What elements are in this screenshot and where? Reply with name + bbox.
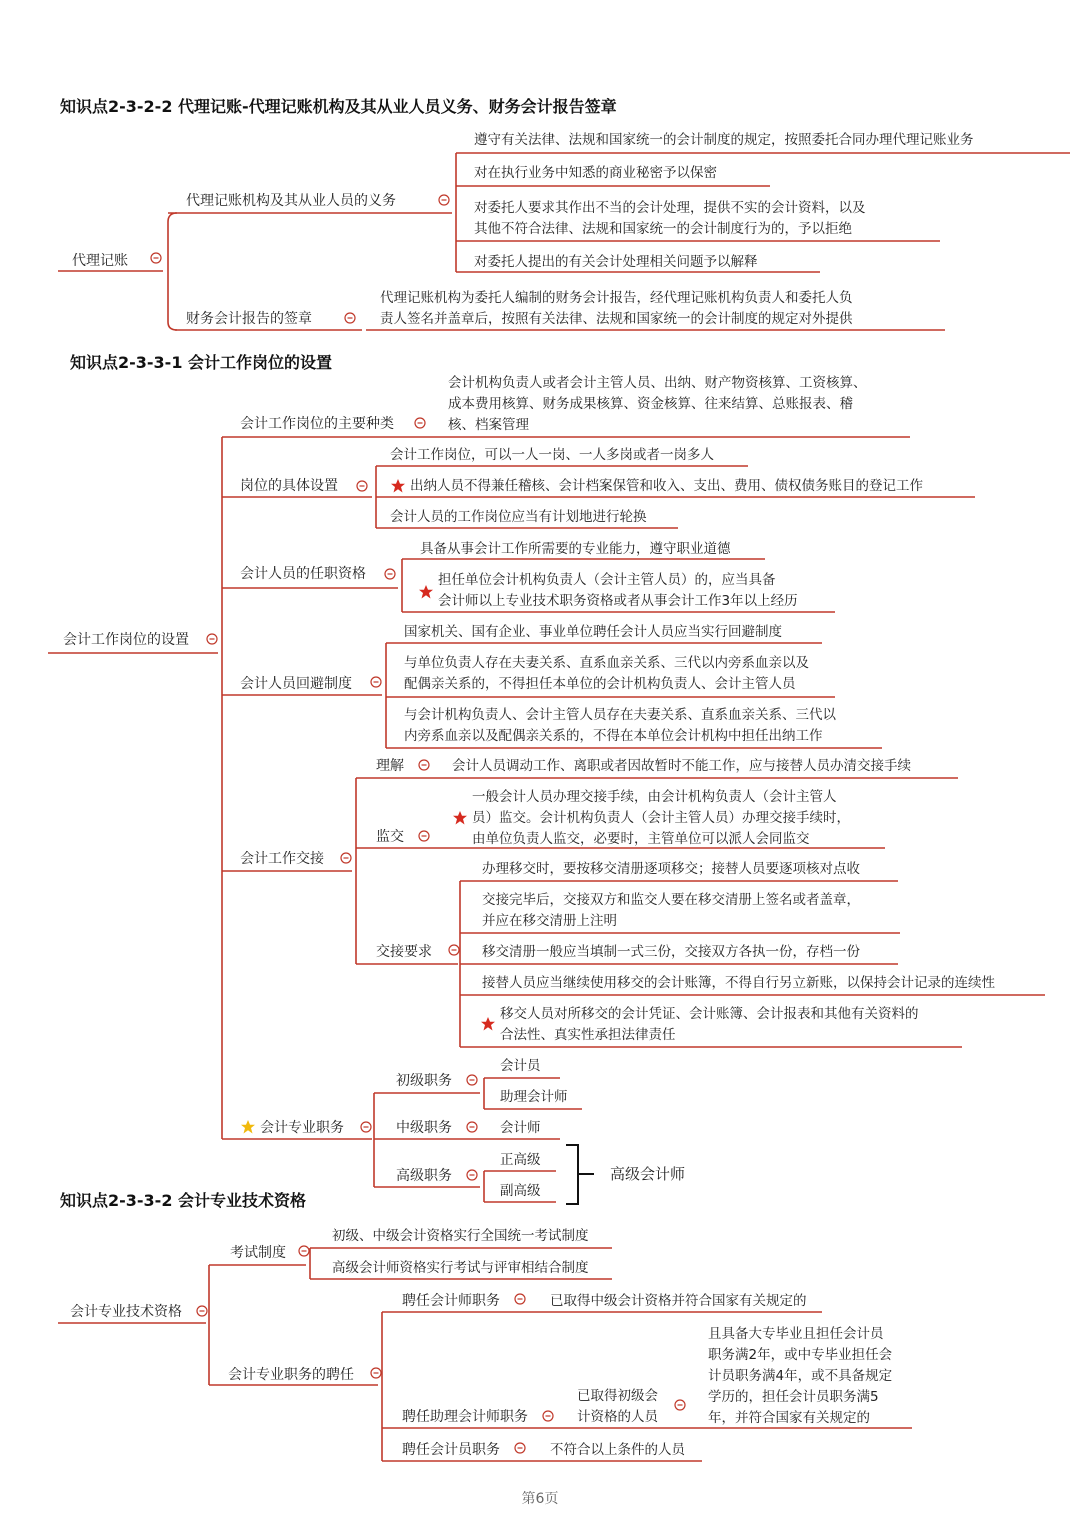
leaf-hire-accountant: 已取得中级会计资格并符合国家有关规定的	[550, 1293, 807, 1309]
leaf-exam-1: 初级、中级会计资格实行全国统一考试制度	[332, 1228, 589, 1244]
leaf-hire-assistant-b: 职务满2年，或中专毕业担任会	[708, 1347, 893, 1363]
node-junior: 初级职务	[396, 1073, 452, 1089]
leaf-duty-3b: 其他不符合法律、法规和国家统一的会计制度行为的，予以拒绝	[474, 221, 852, 237]
leaf-qual-1: 具备从事会计工作所需要的专业能力，遵守职业道德	[420, 541, 731, 557]
leaf-req-2b: 并应在移交清册上注明	[482, 913, 617, 929]
node-hire-clerk: 聘任会计员职务	[402, 1442, 500, 1458]
leaf-hire-clerk: 不符合以上条件的人员	[550, 1442, 685, 1458]
leaf-avoid-1: 国家机关、国有企业、事业单位聘任会计人员应当实行回避制度	[404, 624, 782, 640]
leaf-junior-1: 会计员	[500, 1058, 541, 1074]
node-agency-root: 代理记账	[72, 253, 128, 269]
node-prof: 会计专业职务	[260, 1120, 344, 1136]
node-posts-root: 会计工作岗位的设置	[63, 632, 189, 648]
node-agency-sign: 财务会计报告的签章	[186, 311, 312, 327]
node-supervise: 监交	[376, 829, 404, 845]
leaf-duty-3a: 对委托人要求其作出不当的会计处理，提供不实的会计资料，以及	[474, 200, 866, 216]
leaf-specific-2: 出纳人员不得兼任稽核、会计档案保管和收入、支出、费用、债权债务账目的登记工作	[410, 478, 923, 494]
collapse-icon[interactable]	[467, 1122, 477, 1132]
collapse-icon[interactable]	[371, 677, 381, 687]
node-qualification-root: 会计专业技术资格	[70, 1304, 182, 1320]
collapse-icon[interactable]	[361, 1122, 371, 1132]
leaf-hire-assistant-a: 且具备大专毕业且担任会计员	[708, 1326, 884, 1342]
star-icon	[419, 585, 433, 599]
collapse-icon[interactable]	[299, 1246, 309, 1256]
collapse-icon[interactable]	[197, 1306, 207, 1316]
star-icon	[241, 1120, 255, 1134]
collapse-icon[interactable]	[385, 569, 395, 579]
leaf-req-3: 移交清册一般应当填制一式三份，交接双方各执一份，存档一份	[482, 944, 860, 960]
leaf-avoid-2b: 配偶亲关系的，不得担任本单位的会计机构负责人、会计主管人员	[404, 676, 796, 692]
collapse-icon[interactable]	[467, 1170, 477, 1180]
collapse-icon[interactable]	[419, 831, 429, 841]
collapse-icon[interactable]	[439, 195, 449, 205]
leaf-sign-a: 代理记账机构为委托人编制的财务会计报告，经代理记账机构负责人和委托人负	[380, 290, 853, 306]
collapse-icon[interactable]	[371, 1368, 381, 1378]
page-number: 第6页	[521, 1491, 559, 1507]
node-hire-assistant: 聘任助理会计师职务	[402, 1409, 528, 1425]
collapse-icon[interactable]	[543, 1411, 553, 1421]
collapse-icon[interactable]	[345, 313, 355, 323]
collapse-icon[interactable]	[419, 760, 429, 770]
node-req: 交接要求	[376, 944, 432, 960]
leaf-qual-2a: 担任单位会计机构负责人（会计主管人员）的，应当具备	[438, 572, 776, 588]
section-agency-map	[58, 131, 1070, 330]
leaf-req-4: 接替人员应当继续使用移交的会计账簿，不得自行另立新账，以保持会计记录的连续性	[482, 975, 995, 991]
collapse-icon[interactable]	[675, 1400, 685, 1410]
collapse-icon[interactable]	[151, 253, 161, 263]
node-understand: 理解	[376, 758, 404, 774]
node-hire-accountant: 聘任会计师职务	[402, 1293, 500, 1309]
node-senior: 高级职务	[396, 1168, 452, 1184]
leaf-req-5a: 移交人员对所移交的会计凭证、会计账簿、会计报表和其他有关资料的	[500, 1006, 919, 1022]
leaf-senior-1: 正高级	[500, 1152, 541, 1168]
leaf-avoid-2a: 与单位负责人存在夫妻关系、直系血亲关系、三代以内旁系血亲以及	[404, 655, 809, 671]
node-types: 会计工作岗位的主要种类	[240, 416, 394, 432]
leaf-duty-2: 对在执行业务中知悉的商业秘密予以保密	[474, 165, 717, 181]
collapse-icon[interactable]	[449, 945, 459, 955]
leaf-senior-2: 副高级	[500, 1183, 541, 1199]
leaf-avoid-3a: 与会计机构负责人、会计主管人员存在夫妻关系、直系血亲关系、三代以	[404, 707, 836, 723]
collapse-icon[interactable]	[415, 418, 425, 428]
collapse-icon[interactable]	[207, 634, 217, 644]
hire-assistant-mid-b: 计资格的人员	[577, 1409, 658, 1425]
section-title-qualification: 知识点2-3-3-2 会计专业技术资格	[60, 1191, 307, 1210]
leaf-hire-assistant-d: 学历的，担任会计员职务满5	[708, 1389, 879, 1405]
collapse-icon[interactable]	[515, 1294, 525, 1304]
leaf-duty-4: 对委托人提出的有关会计处理相关问题予以解释	[474, 254, 758, 270]
leaf-exam-2: 高级会计师资格实行考试与评审相结合制度	[332, 1260, 589, 1276]
leaf-types-a: 会计机构负责人或者会计主管人员、出纳、财产物资核算、工资核算、	[448, 375, 867, 391]
collapse-icon[interactable]	[515, 1443, 525, 1453]
leaf-junior-2: 助理会计师	[500, 1089, 568, 1105]
leaf-avoid-3b: 内旁系血亲以及配偶亲关系的，不得在本单位会计机构中担任出纳工作	[404, 728, 823, 744]
collapse-icon[interactable]	[467, 1075, 477, 1085]
star-icon	[453, 811, 467, 825]
node-hire: 会计专业职务的聘任	[228, 1367, 354, 1383]
node-specific: 岗位的具体设置	[240, 478, 338, 494]
senior-group-label: 高级会计师	[610, 1165, 686, 1183]
node-qual: 会计人员的任职资格	[240, 566, 366, 582]
leaf-specific-1: 会计工作岗位，可以一人一岗、一人多岗或者一岗多人	[390, 447, 714, 463]
leaf-req-2a: 交接完毕后，交接双方和监交人要在移交清册上签名或者盖章，	[482, 892, 860, 908]
star-icon	[481, 1017, 495, 1031]
leaf-understand: 会计人员调动工作、离职或者因故暂时不能工作，应与接替人员办清交接手续	[452, 758, 911, 774]
node-handover: 会计工作交接	[240, 851, 324, 867]
leaf-qual-2b: 会计师以上专业技术职务资格或者从事会计工作3年以上经历	[438, 593, 798, 609]
node-middle: 中级职务	[396, 1120, 452, 1136]
node-avoid: 会计人员回避制度	[240, 676, 352, 692]
section-qualification-map	[58, 1227, 912, 1461]
section-title-agency: 知识点2-3-2-2 代理记账-代理记账机构及其从业人员义务、财务会计报告签章	[60, 97, 617, 116]
node-agency-duty: 代理记账机构及其从业人员的义务	[186, 193, 396, 209]
leaf-middle-1: 会计师	[500, 1120, 541, 1136]
leaf-hire-assistant-c: 计员职务满4年，或不具备规定	[708, 1368, 893, 1384]
leaf-sign-b: 责人签名并盖章后，按照有关法律、法规和国家统一的会计制度的规定对外提供	[380, 311, 853, 327]
hire-assistant-mid-a: 已取得初级会	[577, 1388, 658, 1404]
section-title-posts: 知识点2-3-3-1 会计工作岗位的设置	[70, 353, 333, 372]
leaf-hire-assistant-e: 年，并符合国家有关规定的	[708, 1410, 870, 1426]
leaf-supervise-a: 一般会计人员办理交接手续，由会计机构负责人（会计主管人	[472, 789, 837, 805]
leaf-supervise-b: 员）监交。会计机构负责人（会计主管人员）办理交接手续时，	[472, 810, 850, 826]
leaf-duty-1: 遵守有关法律、法规和国家统一的会计制度的规定，按照委托合同办理代理记账业务	[474, 132, 974, 148]
leaf-types-b: 成本费用核算、财务成果核算、资金核算、往来结算、总账报表、稽	[448, 396, 853, 412]
section-posts-map	[48, 374, 1045, 1204]
leaf-req-1: 办理移交时，要按移交清册逐项移交；接替人员要逐项核对点收	[482, 861, 860, 877]
star-icon	[391, 479, 405, 493]
collapse-icon[interactable]	[341, 853, 351, 863]
leaf-supervise-c: 由单位负责人监交，必要时，主管单位可以派人会同监交	[472, 831, 810, 847]
leaf-specific-3: 会计人员的工作岗位应当有计划地进行轮换	[390, 509, 647, 525]
node-exam: 考试制度	[230, 1245, 286, 1261]
collapse-icon[interactable]	[357, 481, 367, 491]
leaf-types-c: 核、档案管理	[448, 417, 529, 433]
leaf-req-5b: 合法性、真实性承担法律责任	[500, 1027, 676, 1043]
